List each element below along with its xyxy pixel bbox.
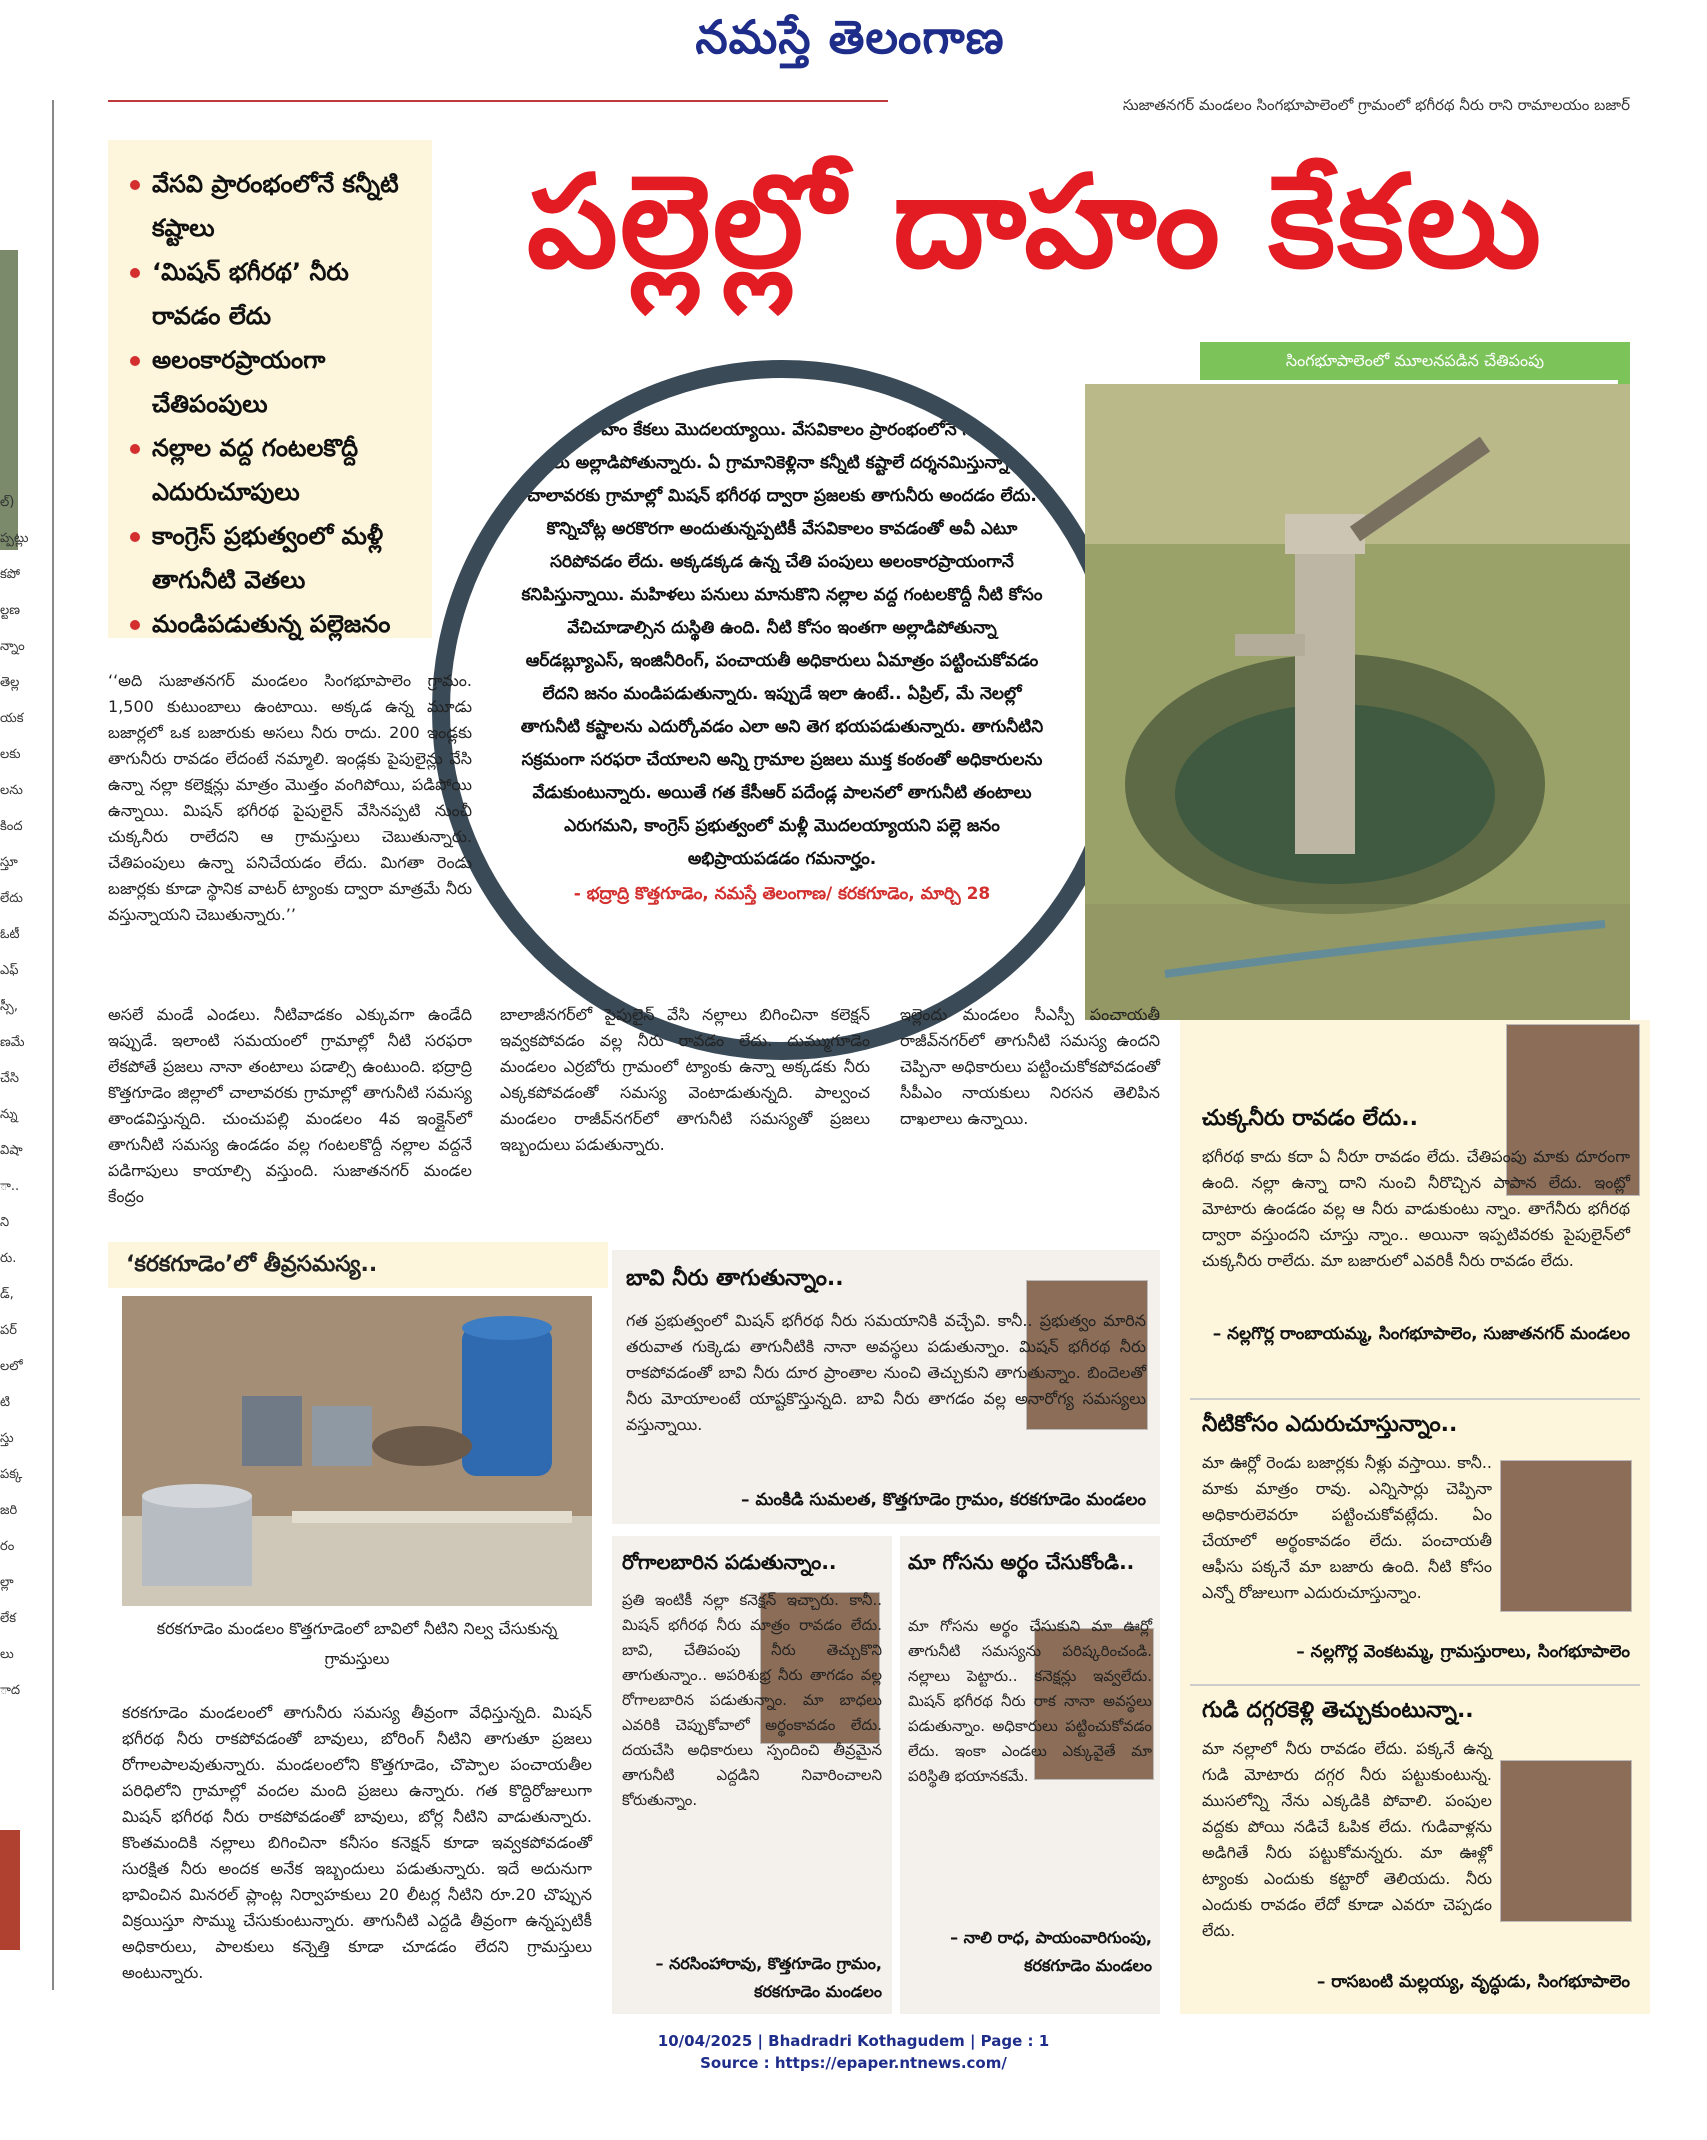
highlight-item: కాంగ్రెస్ ప్రభుత్వంలో మళ్లీ తాగునీటి వెతలు	[130, 514, 418, 602]
left-text-fragment: జరి	[0, 1503, 18, 1518]
karakagudem-heading: ‘కరకగూడెం’లో తీవ్రసమస్య..	[108, 1242, 608, 1288]
quote-text: ప్రతి ఇంటికీ నల్లా కనెక్షన్ ఇచ్చారు. కానీ.. మిషన్ భగీరథ నీరు మాత్రం రావడం లేదు. బావి, చేతిపంపు నీరు తెచ్చుకొని తాగుతున్నాం.. అపరిశుభ్ర నీరు తాగడం వల్ల రోగాలబారిన పడుతున్నాం. మా బాధలు ఎవరికి చెప్పుకోవాలో అర్థంకావడం లేదు. దయచేసి అధికారులు స్పందించి తీవ్రమైన తాగునీటి ఎద్దడిని నివారించాలని కోరుతున్నాం.	[622, 1591, 882, 1809]
left-text-fragment: స్సీ,	[0, 999, 18, 1014]
karakagudem-text: కరకగూడెం మండలంలో తాగునీరు సమస్య తీవ్రంగా వేధిస్తున్నది. మిషన్ భగీరథ నీరు రాకపోవడంతో బావులు, బోరింగ్ నీటిని తాగుతూ ప్రజలు రోగాలపాలవుతున్నారు. మండలంలోని కొత్తగూడెం, చొప్పాల పంచాయతీల పరిధిలోని గ్రామాల్లో వందల మంది ప్రజలు ఉన్నారు. గత కొద్దిరోజులుగా మిషన్ భగీరథ నీరు రాకపోవడంతో బావులు, బోర్ల నీటిని వాడుతున్నారు. కొంతమందికి నల్లాలు బిగించినా కనీసం కనెక్షన్ కూడా ఇవ్వకపోవడంతో సురక్షిత నీరు అందక అనేక ఇబ్బందులు పడుతున్నారు. ఇదే అదునుగా భావించిన మినరల్ ప్లాంట్ల నిర్వాహకులు 20 లీటర్ల నీటిని రూ.20 చొప్పున విక్రయిస్తూ సొమ్ము చేసుకుంటున్నారు. తాగునీటి ఎద్దడి తీవ్రంగా ఉన్నప్పటికీ అధికారులు, పాలకులు కన్నెత్తి కూడా చూడడం లేదని గ్రామస్తులు అంటున్నారు.	[122, 1703, 592, 1982]
quote-title: నీటికోసం ఎదురుచూస్తున్నాం..	[1202, 1412, 1458, 1437]
water-containers-illustration	[122, 1296, 592, 1606]
left-text-fragment: ఎఫ్	[0, 963, 19, 978]
left-text-fragment: లను	[0, 783, 23, 798]
quote-attribution: – మంకిడి సుమలత, కొత్తగూడెం గ్రామం, కరకగూడెం మండలం	[741, 1490, 1146, 1510]
quote-title: బావి నీరు తాగుతున్నాం..	[626, 1266, 844, 1291]
well-water-photo	[122, 1296, 592, 1606]
quote-box-bavi	[612, 1250, 1160, 1524]
lead-text-block	[520, 414, 1044, 911]
photo-credit-line: సుజాతనగర్ మండలం సింగభూపాలెంలో గ్రామంలో భగీరథ నీరు రాని రామాలయం బజార్	[1122, 96, 1630, 114]
person-photo	[1500, 1460, 1632, 1612]
masthead-logo: నమస్తే తెలంగాణ	[695, 10, 1005, 64]
left-text-fragment: లలో	[0, 1359, 23, 1374]
left-text-fragment: న్ను	[0, 1107, 18, 1122]
left-text-fragment: స్తు	[0, 1431, 14, 1446]
highlight-item: నల్లాల వద్ద గంటలకొద్దీ ఎదురుచూపులు	[130, 426, 418, 514]
main-headline: పల్లెల్లో దాహం కేకలు	[526, 148, 1544, 297]
highlight-item: ‘మిషన్ భగీరథ’ నీరు రావడం లేదు	[130, 250, 418, 338]
quote-attribution: – నాలి రాధ, పాయంవారిగుంపు, కరకగూడెం మండలం	[950, 1928, 1152, 1975]
pump-photo-caption: సింగభూపాలెంలో మూలనపడిన చేతిపంపు	[1200, 342, 1630, 380]
left-column-fragment	[0, 100, 56, 2140]
left-text-fragment: ల్)	[0, 495, 15, 510]
page-footer	[0, 2030, 1707, 2074]
quote-text: మా నల్లాలో నీరు రావడం లేదు. పక్కనే ఉన్న గుడి మోటారు దగ్గర నీరు పట్టుకుంటున్న. ముసలోన్ని నేను ఎక్కడికి పోవాలి. పంపుల వద్దకు పోయి నడిచే ఓపిక లేదు. గుడివాళ్లను అడిగితే నీరు పట్టుకోమన్నరు. మా ఊళ్లో ట్యాంకు ఎందుకు కట్టారో తెలియదు. నీరు ఎందుకు రావడం లేదో కూడా ఎవరూ చెప్పడం లేదు.	[1202, 1739, 1492, 1940]
left-text-fragment: పక్క	[0, 1467, 23, 1482]
lead-credit: - భద్రాద్రి కొత్తగూడెం, నమస్తే తెలంగాణ/ కరకగూడెం, మార్చి 28	[573, 884, 991, 904]
footer-date-line: 10/04/2025 | Bhadradri Kothagudem | Page : 1	[657, 2032, 1050, 2050]
well-photo-caption: కరకగూడెం మండలం కొత్తగూడెంలో బావిలో నీటిని నిల్వ చేసుకున్న గ్రామస్తులు	[156, 1619, 558, 1668]
left-text-fragment: ల్టణ	[0, 603, 20, 618]
highlight-item: మండిపడుతున్న పల్లెజనం	[130, 602, 418, 646]
left-text-fragment: లకు	[0, 747, 21, 762]
body-column-3: ఇల్లెందు మండలం సీఎస్పీ పంచాయతీ రాజీవ్‌నగర్‌లో తాగునీటి సమస్య ఉందని చెప్పినా అధికారులు పట్టించుకోకపోవడంతో సీపీఎం నాయకులు నిరసన తెలిపిన దాఖలాలు ఉన్నాయి.	[900, 1005, 1160, 1128]
highlights-box	[108, 140, 432, 638]
body-column-2: బాలాజీనగర్‌లో పైపులైన్ వేసి నల్లాలు బిగించినా కలెక్షన్ ఇవ్వకపోవడం వల్ల నీరు రావడం లేదు. దుమ్ముగూడెం మండలం ఎర్రబోరు గ్రామంలో ట్యాంకు ఉన్నా అక్కడకు నీరు ఎక్కకపోవడంతో సమస్య వెంటాడుతున్నది. పాల్వంచ మండలం రాజీవ్‌నగర్‌లో తాగునీటి సమస్యతో ప్రజలు ఇబ్బందులు పడుతున్నారు.	[500, 1005, 870, 1154]
left-text-fragment: రం	[0, 1539, 15, 1554]
left-text-fragment: పర్	[0, 1323, 17, 1338]
left-text-fragment: న్నాం	[0, 639, 25, 654]
left-text-fragment: కపో	[0, 567, 21, 582]
left-text-fragment: తెల్ల	[0, 675, 20, 690]
quote-box-roga	[612, 1536, 892, 2014]
left-photo-fragment-2	[0, 1830, 20, 1950]
quote-text: భగీరథ కాదు కదా ఏ నీరూ రావడం లేదు. చేతిపంపు మాకు దూరంగా ఉంది. నల్లా ఉన్నా దాని నుంచి నీరొచ్చిన పాపాన లేదు. ఇంట్లో మోటారు ఉండడం వల్ల ఆ నీరు వాడుకుంటు న్నాం. తాగేనీరు భగీరథ ద్వారా వస్తుందని చూస్తు న్నాం.. అయినా ఇప్పటివరకు పైపులైన్‌లో చుక్కనీరు రాలేదు. మా బజారులో ఎవరికీ నీరు రావడం లేదు.	[1202, 1147, 1630, 1270]
left-text-fragment: డ్,	[0, 1287, 14, 1302]
quote-text: మా ఊర్లో రెండు బజార్లకు నీళ్లు వస్తాయి. కానీ.. మాకు మాత్రం రావు. ఎన్నిసార్లు చెప్పినా అధికారులెవరూ పట్టించుకోవట్లేదు. ఏం చేయాలో అర్థంకావడం లేదు. పంచాయతీ ఆఫీసు పక్కనే మా బజారు ఉంది. నీటి కోసం ఎన్నో రోజులుగా ఎదురుచూస్తున్నాం.	[1202, 1453, 1492, 1602]
left-text-fragment: చేసి	[0, 1071, 20, 1086]
left-text-fragment: కింద	[0, 819, 23, 834]
left-text-fragment: ఓటీ	[0, 927, 20, 942]
person-photo	[1500, 1760, 1632, 1922]
divider	[1190, 1398, 1640, 1400]
highlight-item: వేసవి ప్రారంభంలోనే కన్నీటి కష్టాలు	[130, 162, 418, 250]
quote-text: గత ప్రభుత్వంలో మిషన్ భగీరథ నీరు సమయానికి వచ్చేవి. కానీ.. ప్రభుత్వం మారిన తరువాత గుక్కెడు తాగునీటికి నానా అవస్థలు పడుతున్నాం. మిషన్ భగీరథ నీరు రాకపోవడంతో బావి నీరు దూర ప్రాంతాల నుంచి తెచ్చుకుని తాగుతున్నాం. బిందెలతో నీరు మోయాలంటే యాష్టకొస్తున్నది. బావి నీరు తాగడం వల్ల అనారోగ్య సమస్యలు వస్తున్నాయి.	[626, 1311, 1146, 1434]
quote-attribution: – నల్లగొర్ల రాంబాయమ్మ, సింగభూపాలెం, సుజాతనగర్ మండలం	[1212, 1324, 1630, 1344]
quote-attribution: – నల్లగొర్ల వెంకటమ్మ, గ్రామస్తురాలు, సింగభూపాలెం	[1296, 1642, 1630, 1662]
left-text-fragment: లేక	[0, 1611, 17, 1626]
quote-title: రోగాలబారిన పడుతున్నాం..	[622, 1550, 837, 1574]
left-text-fragment: రు.	[0, 1251, 17, 1266]
divider	[1190, 1684, 1640, 1686]
highlight-item: అలంకారప్రాయంగా చేతిపంపులు	[130, 338, 418, 426]
left-text-fragment: ల్లా	[0, 1575, 14, 1590]
footer-source-line: Source : https://epaper.ntnews.com/	[700, 2054, 1007, 2072]
hand-pump-photo	[1085, 384, 1630, 1020]
quote-text: మా గోసను అర్థం చేసుకుని మా ఊర్లో తాగునీటి సమస్యను పరిష్కరించండి. నల్లాలు పెట్టారు.. కనెక్షన్లు ఇవ్వలేదు. మిషన్ భగీరథ నీరు రాక నానా అవస్థలు పడుతున్నాం. అధికారులు పట్టించుకోవడం లేదు. ఇంకా ఎండలు ఎక్కువైతే మా పరిస్థితి భయానకమే.	[908, 1617, 1152, 1785]
quote-attribution: – నరసింహారావు, కొత్తగూడెం గ్రామం, కరకగూడెం మండలం	[655, 1954, 882, 2001]
left-text-fragment: లు	[0, 1647, 14, 1662]
column-divider	[52, 100, 54, 1990]
masthead-rule	[108, 100, 888, 102]
lead-text: పల్లెల్లో దాహం కేకలు మొదలయ్యాయి. వేసవికాలం ప్రారంభంలోనే నీటి కోసం ప్రజలు అల్లాడిపోతున్నారు. ఏ గ్రామానికెళ్లినా కన్నీటి కష్టాలే దర్శనమిస్తున్నాయి. చాలావరకు గ్రామాల్లో మిషన్ భగీరథ ద్వారా ప్రజలకు తాగునీరు అందడం లేదు. కొన్నిచోట్ల అరకొరగా అందుతున్నప్పటికీ వేసవికాలం కావడంతో అవీ ఎటూ సరిపోవడం లేదు. అక్కడక్కడ ఉన్న చేతి పంపులు అలంకారప్రాయంగానే కనిపిస్తున్నాయి. మహిళలు పనులు మానుకొని నల్లాల వద్ద గంటలకొద్దీ నీటి కోసం వేచిచూడాల్సిన దుస్థితి ఉంది. నీటి కోసం ఇంతగా అల్లాడిపోతున్నా ఆర్‌డబ్ల్యూఎస్, ఇంజినీరింగ్, పంచాయతీ అధికారులు ఏమాత్రం పట్టించుకోవడం లేదని జనం మండిపడుతున్నారు. ఇప్పుడే ఇలా ఉంటే.. ఏప్రిల్, మే నెలల్లో తాగునీటి కష్టాలను ఎదుర్కోవడం ఎలా అని తెగ భయపడుతున్నారు. తాగునీటిని సక్రమంగా సరఫరా చేయాలని అన్ని గ్రామాల ప్రజలు ముక్త కంఠంతో అధికారులను వేడుకుంటున్నారు. అయితే గత కేసీఆర్ పదేండ్ల పాలనలో తాగునీటి తంటాలు ఎరుగమని, కాంగ్రెస్ ప్రభుత్వంలో మళ్లీ మొదలయ్యాయని పల్లె జనం అభిప్రాయపడడం గమనార్హం.	[520, 420, 1044, 869]
hand-pump-illustration	[1085, 384, 1630, 1020]
lead-circle	[432, 360, 1132, 1060]
body-paragraph-1: ‘‘అది సుజాతనగర్ మండలం సింగభూపాలెం గ్రామం. 1,500 కుటుంబాలు ఉంటాయి. అక్కడ ఉన్న మూడు బజార్లలో ఒక బజారుకు అసలు నీరు రాదు. 200 ఇండ్లకు తాగునీరు రావడం లేదంటే నమ్మాలి. ఇండ్లకు పైపులైన్లు వేసి ఉన్నా నల్లా కలెక్షన్లు మాత్రం మొత్తం వంగిపోయి, పడిపోయి ఉన్నాయి. మిషన్ భగీరథ పైపులైన్ వేసినప్పటి నుంచీ చుక్కనీరు రాలేదని ఆ గ్రామస్తులు చెబుతున్నారు. చేతిపంపులు ఉన్నా పనిచేయడం లేదు. మిగతా రెండు బజార్లకు కూడా స్థానిక వాటర్ ట్యాంకు ద్వారా మాత్రమే నీరు వస్తున్నాయని చెబుతున్నారు.’’	[108, 671, 472, 924]
left-text-fragment: స్తూ	[0, 855, 18, 870]
quote-attribution: – రాసబంటి మల్లయ్య, వృద్ధుడు, సింగభూపాలెం	[1316, 1972, 1630, 1992]
left-text-fragment: ప్పట్లు	[0, 531, 29, 546]
left-text-fragment: ని	[0, 1215, 10, 1230]
quote-box-ma-gosa	[900, 1536, 1160, 2014]
left-text-fragment: ా..	[0, 1179, 20, 1194]
quote-title: చుక్కనీరు రావడం లేదు..	[1202, 1106, 1418, 1131]
left-text-fragment: యక	[0, 711, 24, 726]
quote-title: మా గోసను అర్థం చేసుకోండి..	[908, 1550, 1135, 1574]
quote-title: గుడి దగ్గరకెళ్లి తెచ్చుకుంటున్నా..	[1202, 1698, 1474, 1723]
left-text-fragment: టి	[0, 1395, 11, 1410]
right-quotes-column	[1180, 1020, 1650, 2014]
left-text-fragment: ణమే	[0, 1035, 25, 1050]
left-text-fragment: లేదు	[0, 891, 23, 906]
body-paragraph-2: అసలే మండే ఎండలు. నీటివాడకం ఎక్కువగా ఉండేది ఇప్పుడే. ఇలాంటి సమయంలో గ్రామాల్లో నీటి సరఫరా లేకపోతే ప్రజలు నానా తంటాలు పడాల్సి ఉంటుంది. భద్రాద్రి కొత్తగూడెం జిల్లాలో చాలావరకు గ్రామాల్లో తాగునీటి సమస్య తాండవిస్తున్నది. చుంచుపల్లి మండలం 4వ ఇంక్లైన్‌లో తాగునీటి సమస్య ఉండడం వల్ల గంటలకొద్దీ నల్లాల వద్దనే పడిగాపులు కాయాల్సి వస్తుంది. సుజాతనగర్ మండల కేంద్రం	[108, 1005, 472, 1206]
left-text-fragment: ాద	[0, 1683, 21, 1698]
left-text-fragment: విషా	[0, 1143, 23, 1158]
lead-circle-inner	[450, 378, 1114, 1042]
